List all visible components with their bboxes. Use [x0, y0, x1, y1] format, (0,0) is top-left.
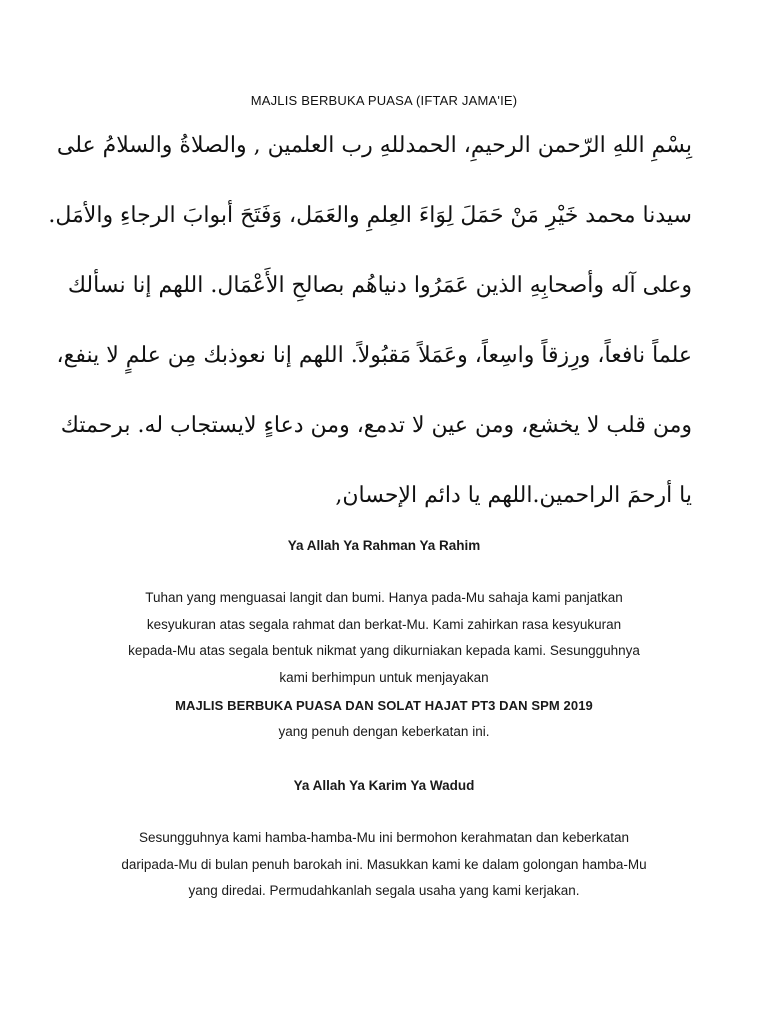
- arabic-prayer: [48, 118, 692, 538]
- arabic-line: علماً نافعاً، ورِزقاً واسِعاً، وعَمَلاً مَقبُولاً. اللهم إنا نعوذبك مِن علمٍ لا ينفع،: [56, 343, 692, 368]
- arabic-line: وعلى آله وأصحابِهِ الذين عَمَرُوا دنياهُم بصالحِ الأَعْمَال. اللهم إنا نسألك: [67, 273, 692, 298]
- section-heading: Ya Allah Ya Karim Ya Wadud: [293, 778, 475, 793]
- arabic-line: بِسْمِ اللهِ الرّحمن الرحيمِ، الحمدللهِ رب العلمين , والصلاةُ والسلامُ على: [56, 133, 692, 158]
- arabic-line: يا أرحمَ الراحمين.اللهم يا دائم الإحسان,: [335, 483, 692, 508]
- paragraph-line: kepada-Mu atas segala bentuk nikmat yang dikurniakan kepada kami. Sesungguhnya: [128, 643, 640, 658]
- section-paragraph: [0, 585, 768, 691]
- event-name: MAJLIS BERBUKA PUASA DAN SOLAT HAJAT PT3 DAN SPM 2019: [175, 698, 593, 713]
- paragraph-line: Sesungguhnya kami hamba-hamba-Mu ini bermohon kerahmatan dan keberkatan: [138, 830, 630, 845]
- paragraph-line: daripada-Mu di bulan penuh barokah ini. Masukkan kami ke dalam golongan hamba-Mu: [121, 856, 647, 872]
- paragraph-line: kesyukuran atas segala rahmat dan berkat-Mu. Kami zahirkan rasa kesyukuran: [146, 616, 622, 632]
- document-title: MAJLIS BERBUKA PUASA (IFTAR JAMA'IE): [250, 93, 518, 108]
- section-heading: Ya Allah Ya Rahman Ya Rahim: [287, 538, 481, 553]
- arabic-line: ومن قلب لا يخشع، ومن عين لا تدمع، ومن دعاءٍ لايستجاب له. برحمتك: [60, 413, 692, 438]
- arabic-line: سيدنا محمد خَيْرِ مَنْ حَمَلَ لِوَاءَ العِلمِ والعَمَل، وَفَتَحَ أبوابَ الرجاءِ والأمَل.: [48, 203, 692, 228]
- closing-line: yang penuh dengan keberkatan ini.: [278, 724, 490, 739]
- paragraph-line: yang diredai. Permudahkanlah segala usaha yang kami kerjakan.: [188, 883, 580, 898]
- paragraph-line: Tuhan yang menguasai langit dan bumi. Hanya pada-Mu sahaja kami panjatkan: [145, 590, 623, 605]
- paragraph-line: kami berhimpun untuk menjayakan: [279, 669, 489, 685]
- section-paragraph: [0, 825, 768, 905]
